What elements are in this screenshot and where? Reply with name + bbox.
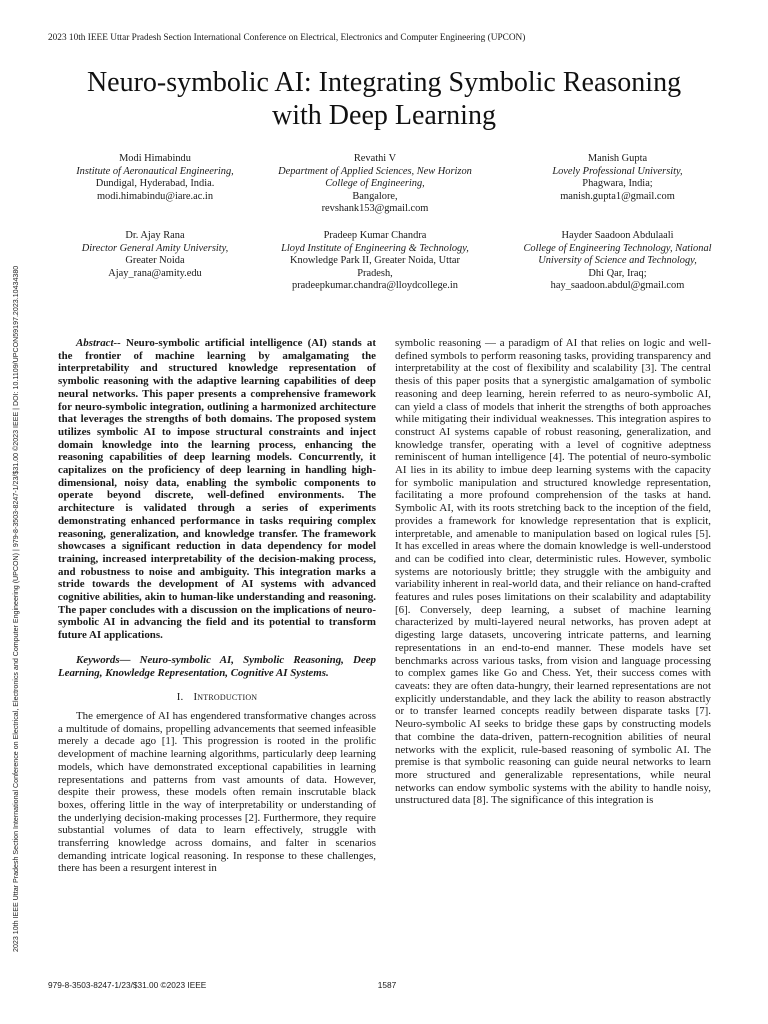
author-name: Manish Gupta <box>587 153 648 164</box>
author-block <box>520 153 715 203</box>
author-block <box>520 230 715 293</box>
abstract-text: Neuro-symbolic artificial intelligence (AI) stands at the frontier of machine learning by amalgamating the interpretability and structured knowledge representation of symbolic reasoning with the adaptive learning capabilities of deep neural networks. This paper presents a comprehensive framework for neuro-symbolic integration, outlining a harmonized architecture that leverages the strengths of both domains. The proposed system utilizes symbolic AI to impose structural constraints and inject domain knowledge into the learning process, enhancing the reasoning capabilities of deep learning models. Concurrently, it capitalizes on the proficiency of deep learning in handling high-dimensional, noisy data, enabling the symbolic components to operate beyond discrete, well-defined environments. The architecture is validated through a series of experiments demonstrating enhanced performance in tasks requiring complex reasoning, generalization, and knowledge transfer. The framework showcases a significant reduction in data dependency for model training, increased interpretability of the decision-making process, and robustness to noise and ambiguity. This integration marks a stride towards the development of AI systems with advanced cognitive abilities, akin to human-like understanding and reasoning. The paper concludes with a discussion on the implications of neuro-symbolic AI in advancing the field and its potential to transform future AI applications. <box>58 337 376 642</box>
abstract-lead: Abstract-- <box>76 337 121 349</box>
author-affiliation: Lloyd Institute of Engineering & Technology, <box>281 242 469 254</box>
intro-paragraph: The emergence of AI has engendered transformative changes across a multitude of domains, propelling advancements that seemed infeasible merely a decade ago [1]. This progression is rooted in the prolific development of machine learning algorithms, particularly deep learning models, which have demonstrated exceptional capabilities in learning representations and patterns from vast amounts of data. However, despite their prowess, these models often remain inscrutable black boxes, offering little in the way of interpretability or understanding of the underlying decision-making processes [2]. Furthermore, they require substantial volumes of data to learn effectively, struggle with transferring knowledge across domains, and falter in scenarios demanding intricate logical reasoning. In response to these challenges, there has been a resurgent interest in <box>58 709 376 875</box>
right-column <box>395 337 711 807</box>
footer-copyright: 979-8-3503-8247-1/23/$31.00 ©2023 IEEE <box>48 980 207 990</box>
author-affiliation: Institute of Aeronautical Engineering, <box>76 165 234 177</box>
author-affiliation: Lovely Professional University, <box>552 165 683 177</box>
author-location: Phagwara, India; <box>582 178 653 190</box>
author-email: manish.gupta1@gmail.com <box>560 190 675 202</box>
author-email: hay_saadoon.abdul@gmail.com <box>550 280 685 292</box>
author-name: Revathi V <box>353 153 397 164</box>
section-heading <box>58 691 376 704</box>
page-number: 1587 <box>377 980 397 990</box>
paper-title: Neuro-symbolic AI: Integrating Symbolic Reasoning with Deep Learning <box>86 67 682 131</box>
author-email: pradeepkumar.chandra@lloydcollege.in <box>292 280 458 292</box>
keywords-paragraph: Keywords— Neuro-symbolic AI, Symbolic Reasoning, Deep Learning, Knowledge Representation, Cognitive AI Systems. <box>58 653 376 679</box>
author-name: Pradeep Kumar Chandra <box>323 230 427 241</box>
author-affiliation: Department of Applied Sciences, New Horizon College of Engineering, <box>278 165 472 190</box>
author-email: Ajay_rana@amity.edu <box>108 267 202 279</box>
author-location: Knowledge Park II, Greater Noida, Uttar Pradesh, <box>290 255 460 279</box>
author-email: revshank153@gmail.com <box>321 203 429 215</box>
author-location: Dundigal, Hyderabad, India. <box>95 178 215 190</box>
author-location: Bangalore, <box>352 190 398 202</box>
author-affiliation: Director General Amity University, <box>81 242 229 254</box>
doi-side-text: 2023 10th IEEE Uttar Pradesh Section International Conference on Electrical, Electronics and Computer Engineering (UPCON) | 979-8-3503-8247-1/23/$31.00 ©2023 IEEE | DOI: 10.1109/UPCON59197.2023.10434380 <box>12 265 20 952</box>
body-paragraph: symbolic reasoning — a paradigm of AI that relies on logic and well-defined symbols to perform reasoning tasks, providing transparency and interpretability at the cost of flexibility and scalability [3]. The central thesis of this paper posits that a synergistic amalgamation of symbolic reasoning and deep learning, herein referred to as neuro-symbolic AI, can yield a class of models that inherit the strengths of both approaches while mitigating their individual weaknesses. This integration aspires to construct AI systems capable of robust reasoning, generalization, and knowledge transfer, operating with a level of cognitive adeptness reminiscent of human intelligence [4]. The potential of neuro-symbolic AI lies in its ability to imbue deep learning systems with the capacity for symbolic manipulation and structured knowledge representation, facilitating a more profound comprehension of the tasks at hand. Symbolic AI, with its roots stretching back to the inception of the field, provides a framework for knowledge representation that is explicit, interpretable, and amenable to manipulation based on logical rules [5]. It has excelled in areas where the domain knowledge is well-understood and can be codified into clear, deterministic rules. However, symbolic systems are notoriously brittle; they struggle with the ambiguity and variability inherent in real-world data, and their reliance on hand-crafted features and rules poses limitations on their scalability and adaptability [6]. Conversely, deep learning, a subset of machine learning characterized by multi-layered neural networks, has proven adept at digesting large datasets, uncovering intricate patterns, and learning representations in an end-to-end manner. These models have set benchmarks across various tasks, from vision and language processing to complex games like Go and Chess. Yet, their success comes with caveats: they are often data-hungry, their learned representations are not explicitly understandable, and they lack the ability to reason abstractly or to transfer learned concepts readily between disparate tasks [7]. Neuro-symbolic AI seeks to bridge these gaps by constructing models that combine the data-driven, pattern-recognition abilities of neural networks with the explicit, rule-based reasoning of symbolic AI. The premise is that symbolic reasoning can guide neural networks to learn more structured and generalizable representations, while neural networks can endow symbolic systems with the ability to handle noisy, unstructured data [8]. The significance of this integration is <box>395 337 711 807</box>
author-block <box>60 153 250 203</box>
author-name: Dr. Ajay Rana <box>125 230 185 241</box>
author-name: Modi Himabindu <box>119 153 191 164</box>
author-block <box>275 153 475 216</box>
author-location: Greater Noida <box>125 255 185 267</box>
author-name: Hayder Saadoon Abdulaali <box>561 230 674 241</box>
conference-header: 2023 10th IEEE Uttar Pradesh Section International Conference on Electrical, Electronics and Computer Engineering (UPCON) <box>48 33 526 43</box>
author-location: Dhi Qar, Iraq; <box>588 267 647 279</box>
section-number: I. <box>176 691 184 704</box>
section-title: Introduction <box>193 691 258 704</box>
author-block <box>60 230 250 280</box>
left-column <box>58 337 376 875</box>
author-block <box>275 230 475 293</box>
author-affiliation: College of Engineering Technology, National University of Science and Technology, <box>523 242 712 267</box>
author-email: modi.himabindu@iare.ac.in <box>96 190 214 202</box>
abstract-paragraph <box>58 337 376 642</box>
